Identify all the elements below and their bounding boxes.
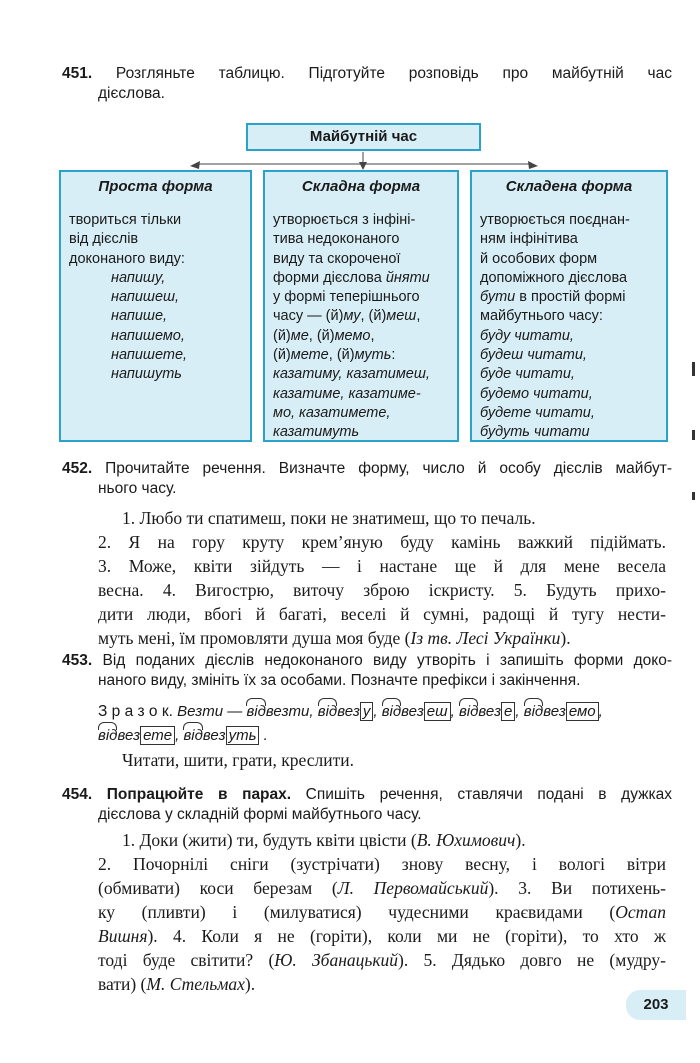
example-word: напишемо, xyxy=(111,327,185,344)
sample-stem: вез xyxy=(543,703,566,720)
col-line: форми дієслова йняти xyxy=(273,269,430,286)
example-word: напишуть xyxy=(111,366,182,383)
prefix-mark: від xyxy=(318,700,337,724)
col-line: від дієслів xyxy=(69,231,139,248)
col-line: й особових форм xyxy=(480,250,598,267)
body-line: Читати, шити, грати, креслити. xyxy=(122,750,354,770)
body-line: 1. Любо ти спатимеш, поки не знатимеш, що то печаль. xyxy=(122,508,536,528)
col-line: бути в простій формі xyxy=(480,289,626,306)
task-lead: Попрацюйте в парах. xyxy=(106,786,292,803)
sample-block xyxy=(98,700,668,748)
margin-mark xyxy=(692,430,695,440)
task-454-body xyxy=(98,828,666,996)
body-line: вати) (М. Стельмах). xyxy=(98,974,256,994)
task-text: Від поданих дієслів недоконаного виду утворіть і запишіть форми доко- xyxy=(102,652,672,669)
col-line: ням інфінітива xyxy=(480,231,578,248)
col-line: (й)ме, (й)мемо, xyxy=(273,327,375,344)
task-text-cont: нього часу. xyxy=(98,480,177,497)
arrow-middle-icon xyxy=(359,162,367,170)
sample-stem: вез xyxy=(478,703,502,720)
body-line: Вишня). 4. Коли я не (горіти), коли ми не (горіти), то хто ж xyxy=(98,926,666,946)
task-number: 454. xyxy=(62,786,93,803)
col-line: доконаного виду: xyxy=(69,250,185,267)
arrow-right-icon xyxy=(528,161,538,169)
sample-word: везти, xyxy=(265,703,318,720)
sample-stem: вез xyxy=(337,703,360,720)
col-line: утворюється поєднан- xyxy=(480,212,630,228)
col-line: (й)мете, (й)муть: xyxy=(273,347,396,364)
body-line: муть мені, їм промовляти душа моя буде (Із тв. Лесі Українки). xyxy=(98,628,571,648)
example-word: будете читати, xyxy=(480,404,595,421)
task-text: Спишіть речення, ставлячи подані в дужках xyxy=(291,786,672,803)
example-word: будемо читати, xyxy=(480,385,593,402)
col-line: твориться тільки xyxy=(69,212,182,228)
col-line: тива недоконаного xyxy=(273,231,400,248)
col-line: утворюється з інфіні- xyxy=(273,212,416,228)
task-text-cont: дієслова у складній формі майбутнього часу. xyxy=(98,806,422,823)
example-word: мо, казатимете, xyxy=(273,404,391,421)
sample-stem: вез xyxy=(117,727,141,744)
ending-box: у xyxy=(360,702,374,721)
col-line: виду та скороченої xyxy=(273,250,401,267)
task-454-heading xyxy=(62,785,672,825)
column-compound-form xyxy=(263,170,459,442)
body-line: (обмивати) коси березам (Л. Первомайський). 3. Ви потихень- xyxy=(98,878,666,898)
body-line: 2. Я на гору круту крем’яную буду камінь важкий підіймать. xyxy=(98,532,666,552)
task-452-body xyxy=(98,506,666,650)
arrow-left-icon xyxy=(190,161,200,169)
task-text-cont: дієслова. xyxy=(98,85,165,102)
example-word: напишеш, xyxy=(111,289,180,306)
body-line: тоді буде світити? (Ю. Збанацький). 5. Дядько довго не (мудру- xyxy=(98,950,666,970)
prefix-mark: від xyxy=(524,700,543,724)
sample-stem: вез xyxy=(401,703,424,720)
column-title: Проста форма xyxy=(98,178,213,195)
ending-box: ете xyxy=(140,726,175,745)
sample-word: Везти — xyxy=(177,703,247,720)
column-title: Складна форма xyxy=(301,178,421,195)
column-title: Складена форма xyxy=(505,178,633,195)
prefix-mark: від xyxy=(183,724,202,748)
ending-box: еш xyxy=(424,702,451,721)
example-word: будеш читати, xyxy=(480,347,587,364)
sample-line-2: відвез ете , відвез уть . xyxy=(98,724,668,748)
column-composite-form xyxy=(470,170,668,442)
task-text: Прочитайте речення. Визначте форму, число й особу дієслів майбут- xyxy=(105,460,672,477)
task-number: 453. xyxy=(62,652,93,669)
example-word: будуть читати xyxy=(480,424,590,441)
body-line: 1. Доки (жити) ти, будуть квіти цвісти (В. Юхимович). xyxy=(122,830,526,850)
body-line: 3. Може, квіти зійдуть — і настане ще й для мене весела xyxy=(98,556,666,576)
prefix-mark: від xyxy=(382,700,401,724)
example-word: казатимуть xyxy=(273,424,360,441)
task-text-cont: наного виду, змініть їх за особами. Позначте префікси і закінчення. xyxy=(98,672,581,689)
example-word: буде читати, xyxy=(480,366,575,383)
margin-mark xyxy=(692,362,695,376)
page-number: 203 xyxy=(626,990,686,1020)
body-line: весна. 4. Вигострю, виточу зброю іскристу. 5. Будуть прихо- xyxy=(98,580,666,600)
sample-line-1: З р а з о к. Везти — відвезти, відвез у , відвез еш , відвез е , відвез емо , xyxy=(98,700,668,724)
task-453-words xyxy=(122,748,662,772)
example-word: напишу, xyxy=(111,269,166,286)
prefix-mark: від xyxy=(98,724,117,748)
task-452-heading xyxy=(62,459,672,499)
table-header-title: Майбутній час xyxy=(309,128,418,145)
task-number: 451. xyxy=(62,65,93,82)
prefix-mark: від xyxy=(246,700,265,724)
body-line: 2. Почорнілі сніги (зустрічати) знову весну, і вологі вітри xyxy=(98,854,666,874)
sample-stem: вез xyxy=(202,727,226,744)
example-word: казатиму, казатимеш, xyxy=(273,366,430,383)
col-line: часу — (й)му, (й)меш, xyxy=(273,308,421,325)
example-word: напишете, xyxy=(111,347,188,364)
table-header-box xyxy=(246,123,481,151)
example-word: казатиме, казатиме- xyxy=(273,385,421,402)
ending-box: емо xyxy=(566,702,599,721)
task-453-heading xyxy=(62,651,672,691)
prefix-mark: від xyxy=(459,700,478,724)
col-line: майбутнього часу: xyxy=(480,308,603,325)
body-line: ку (пливти) і (милуватися) чудесними краєвидами (Остап xyxy=(98,902,666,922)
col-line: у формі теперішнього xyxy=(273,289,420,306)
col-line: допоміжного дієслова xyxy=(480,269,628,286)
task-451-heading xyxy=(62,64,672,104)
ending-box: уть xyxy=(226,726,260,745)
sample-label: З р а з о к. xyxy=(98,703,173,720)
task-number: 452. xyxy=(62,460,93,477)
example-word: буду читати, xyxy=(480,327,574,344)
margin-mark xyxy=(692,492,695,500)
example-word: напише, xyxy=(111,308,168,325)
body-line: дити люди, вбогі й багаті, веселі й сумні, радощі й тугу нести- xyxy=(98,604,666,624)
ending-box: е xyxy=(501,702,515,721)
task-text: Розгляньте таблицю. Підготуйте розповідь про майбутній час xyxy=(115,65,672,82)
column-simple-form xyxy=(59,170,252,442)
